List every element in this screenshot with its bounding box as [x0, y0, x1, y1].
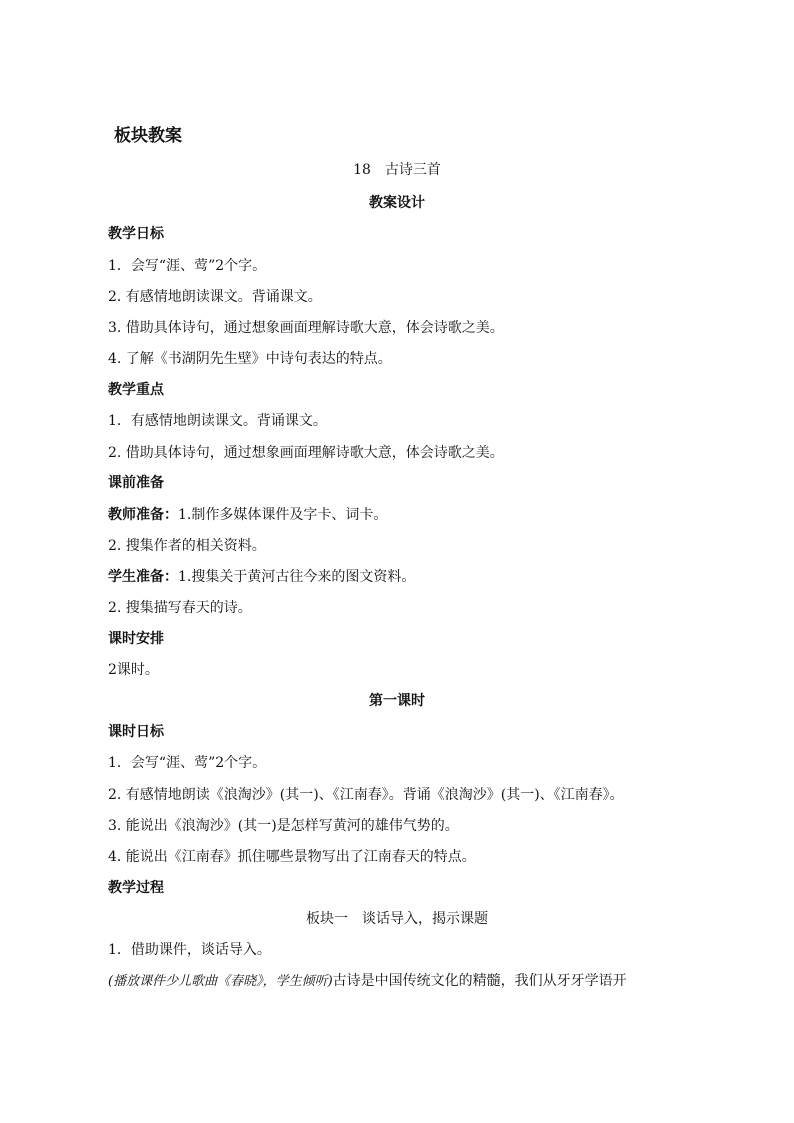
goal-item-4: 4. 了解《书湖阴先生壁》中诗句表达的特点。 — [108, 351, 392, 367]
prep-heading: 课前准备 — [108, 475, 164, 491]
design-heading: 教案设计 — [369, 195, 425, 211]
lesson-goal-item-2: 2. 有感情地朗读《浪淘沙》(其一)、《江南春》。背诵《浪淘沙》(其一)、《江南春》。 — [108, 787, 624, 803]
schedule-value: 2课时。 — [108, 662, 159, 678]
goal-item-1: 1．会写“涯、莺”2个字。 — [108, 258, 267, 274]
focus-heading: 教学重点 — [108, 382, 164, 398]
student-prep — [108, 567, 415, 587]
teacher-prep — [108, 505, 387, 525]
step-1: 1．借助课件，谈话导入。 — [108, 942, 271, 958]
student-prep-item-2: 2. 搜集描写春天的诗。 — [108, 600, 252, 616]
step-1-body: 古诗是中国传统文化的精髓，我们从牙牙学语开 — [332, 973, 627, 989]
focus-item-1: 1．有感情地朗读课文。背诵课文。 — [108, 413, 327, 429]
lesson-title: 18 古诗三首 — [353, 162, 441, 178]
step-1-note: (播放课件少儿歌曲《春晓》，学生倾听) — [108, 974, 333, 989]
lesson-goals-heading: 课时日标 — [108, 724, 164, 740]
student-prep-label: 学生准备： — [108, 569, 178, 585]
document-header-title: 板块教案 — [114, 126, 182, 146]
schedule-heading: 课时安排 — [108, 631, 164, 647]
goals-heading: 教学日标 — [108, 226, 164, 242]
goal-item-3: 3. 借助具体诗句，通过想象画面理解诗歌大意，体会诗歌之美。 — [108, 320, 504, 336]
process-heading: 教学过程 — [108, 880, 164, 896]
focus-item-2: 2. 借助具体诗句，通过想象画面理解诗歌大意，体会诗歌之美。 — [108, 445, 504, 461]
teacher-prep-item-2: 2. 搜集作者的相关资料。 — [108, 538, 266, 554]
lesson-goal-item-1: 1．会写“涯、莺”2个字。 — [108, 755, 267, 771]
teacher-prep-item: 1.制作多媒体课件及字卡、词卡。 — [178, 507, 388, 523]
step-1-text — [108, 971, 627, 992]
lesson-goal-item-4: 4. 能说出《江南春》抓住哪些景物写出了江南春天的特点。 — [108, 849, 476, 865]
block-heading: 板块一 谈话导入，揭示课题 — [306, 911, 488, 927]
teacher-prep-label: 教师准备： — [108, 507, 178, 523]
first-lesson-heading: 第一课时 — [369, 693, 425, 709]
student-prep-item: 1.搜集关于黄河古往今来的图文资料。 — [178, 569, 416, 585]
goal-item-2: 2. 有感情地朗读课文。背诵课文。 — [108, 289, 322, 305]
lesson-goal-item-3: 3. 能说出《浪淘沙》(其一)是怎样写黄河的雄伟气势的。 — [108, 818, 459, 834]
